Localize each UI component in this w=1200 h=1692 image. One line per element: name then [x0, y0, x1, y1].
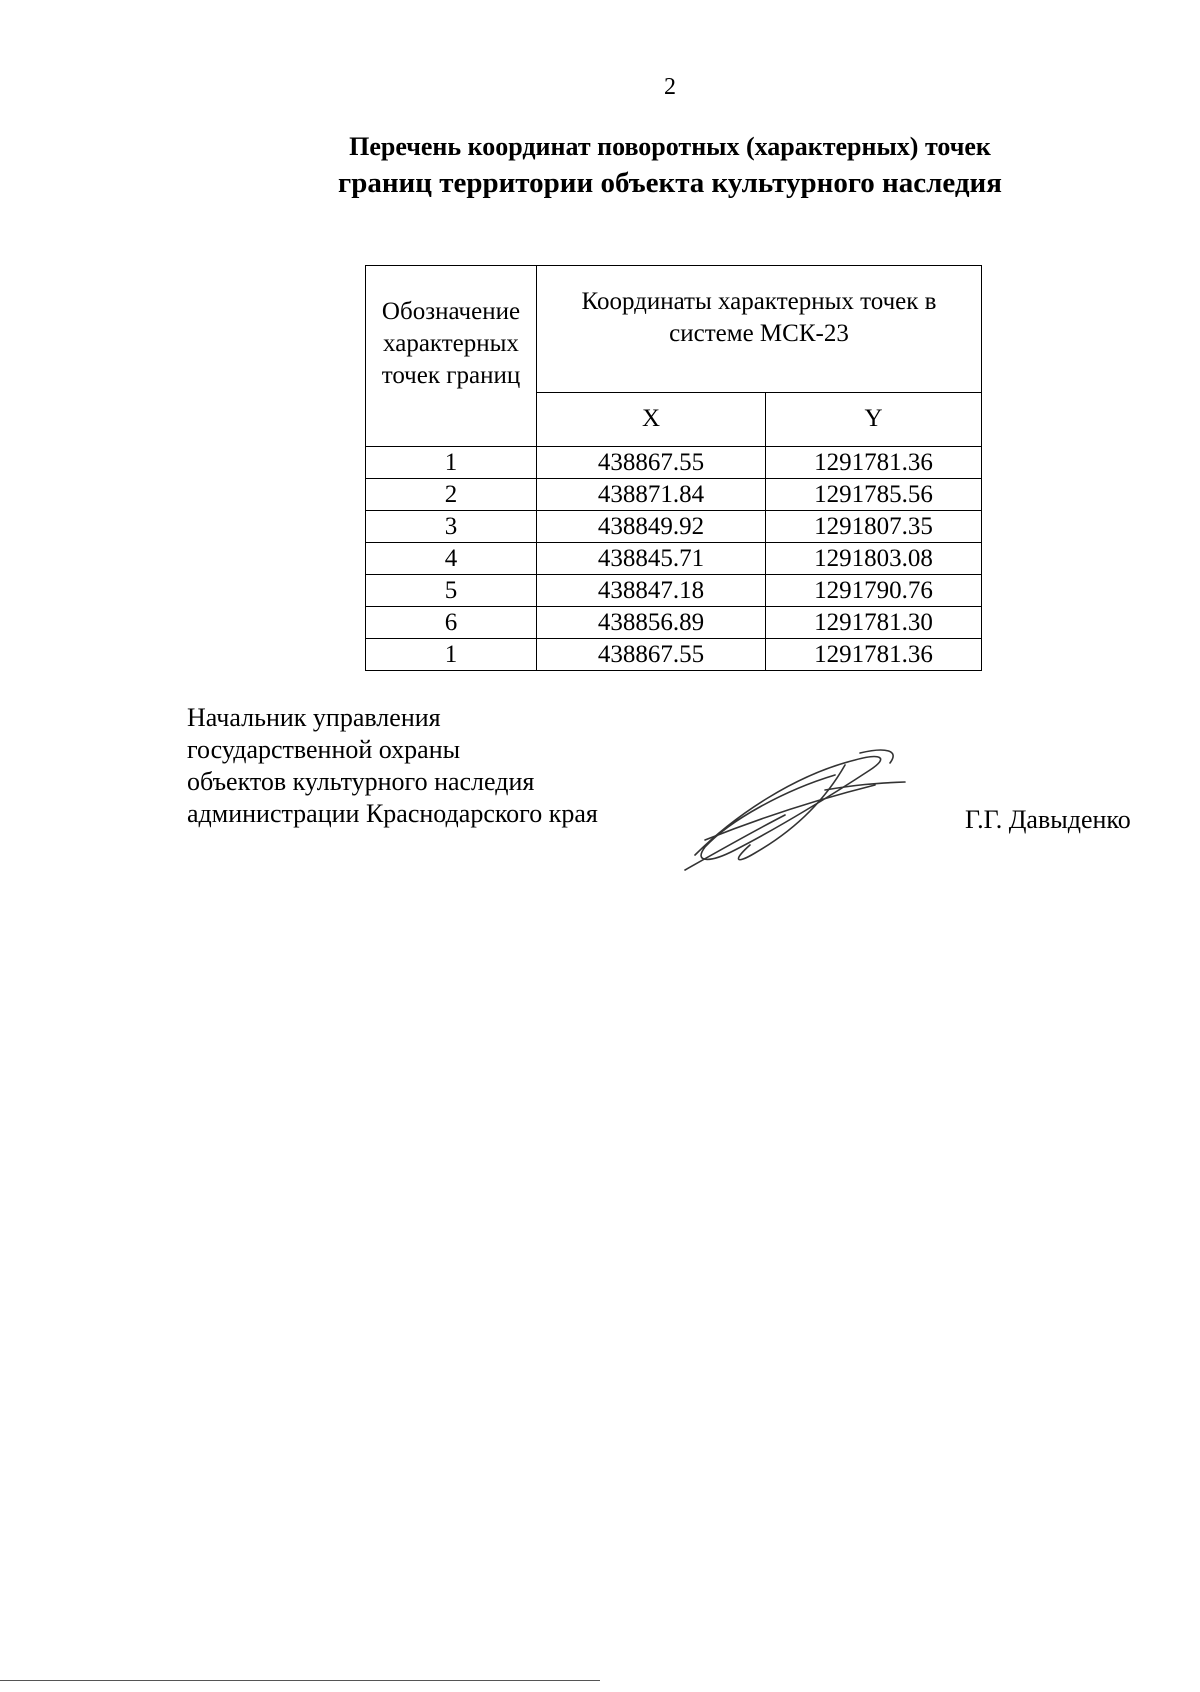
position-line: объектов культурного наследия [187, 767, 535, 796]
bottom-rule [0, 1680, 600, 1681]
point-cell: 1 [366, 447, 537, 479]
table-row [366, 607, 982, 639]
position-line: администрации Краснодарского края [187, 799, 598, 828]
table-row [366, 447, 982, 479]
table-row [366, 639, 982, 671]
point-cell: 5 [366, 575, 537, 607]
y-cell: 1291781.36 [766, 447, 982, 479]
position-line: государственной охраны [187, 735, 461, 764]
point-cell: 1 [366, 639, 537, 671]
page-number: 2 [664, 74, 676, 100]
y-cell: 1291785.56 [766, 479, 982, 511]
signatory-position [187, 702, 598, 830]
coordinates-table [365, 265, 982, 671]
point-cell: 2 [366, 479, 537, 511]
x-cell: 438845.71 [537, 543, 766, 575]
table-row [366, 575, 982, 607]
position-line: Начальник управления [187, 703, 441, 732]
x-cell: 438847.18 [537, 575, 766, 607]
document-title-line-2: границ территории объекта культурного наследия [338, 167, 1002, 199]
signatory-name: Г.Г. Давыденко [965, 805, 1131, 834]
header-x: X [537, 392, 766, 446]
handwritten-signature [675, 735, 920, 880]
header-y: Y [766, 392, 982, 446]
y-cell: 1291781.30 [766, 607, 982, 639]
point-cell: 4 [366, 543, 537, 575]
y-cell: 1291807.35 [766, 511, 982, 543]
x-cell: 438867.55 [537, 447, 766, 479]
header-designation: Обозначение характерных точек границ [366, 266, 537, 447]
document-title-line-1: Перечень координат поворотных (характерных) точек [349, 132, 991, 161]
y-cell: 1291781.36 [766, 639, 982, 671]
point-cell: 3 [366, 511, 537, 543]
y-cell: 1291790.76 [766, 575, 982, 607]
table-row [366, 543, 982, 575]
x-cell: 438867.55 [537, 639, 766, 671]
point-cell: 6 [366, 607, 537, 639]
x-cell: 438856.89 [537, 607, 766, 639]
header-coordinates: Координаты характерных точек в системе МСК-23 [537, 266, 982, 393]
x-cell: 438849.92 [537, 511, 766, 543]
table-row [366, 511, 982, 543]
y-cell: 1291803.08 [766, 543, 982, 575]
x-cell: 438871.84 [537, 479, 766, 511]
table-row [366, 479, 982, 511]
